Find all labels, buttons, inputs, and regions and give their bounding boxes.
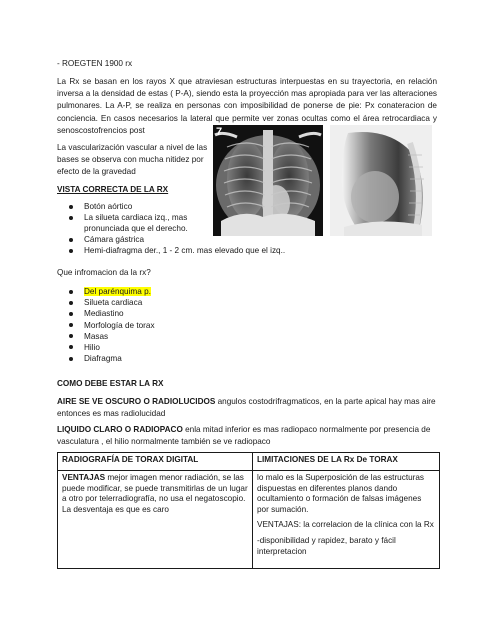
liquido-paragraph: [57, 424, 442, 448]
vascular-line-1: La vascularización vascular a nivel de las: [57, 143, 208, 152]
intro-paragraph: La Rx se basan en los rayos X que atraviesan estructuras interpuestas en su trayectoria, en relación inversa a la densidad de estas ( P-A), siendo esta la proyección mas apropiada para ver las alteraciones pulmonares. La A-P, se realiza en personas con imposibilidad de ponerse de pie: Px conateracion de conciencia. En casos necesarios la lateral que permite ver zonas ocultas como el área retrocardiaca y senoscostofrencios post: [57, 77, 437, 135]
bullet-icon: [69, 345, 73, 349]
doc-title: - ROEGTEN 1900 rx: [57, 59, 133, 68]
aire-bold-text: AIRE SE VE OSCURO O RADIOLUCIDOS: [57, 397, 216, 406]
liquido-text-line-2: vasculatura , el hilio normalmente también se ve radiopaco: [57, 437, 271, 446]
bullet-icon: [69, 238, 73, 242]
list-item: Hemi-diafragma der., 1 - 2 cm. mas elevado que el izq..: [57, 245, 357, 256]
aire-text-line-2: entonces es mas radiolucidad: [57, 409, 166, 418]
table-cell-limitaciones: lo malo es la Superposición de las estructuras dispuestas en diferentes planos dando ocultamiento o formación de falsas imágenes por sumación. VENTAJAS: la correlacion de la clínica con la Rx -disponibilidad y rapidez, barato y fácil interpretacion: [253, 471, 440, 569]
list-item: La silueta cardiaca izq., mas pronunciada que el derecho.: [57, 212, 357, 234]
figure-number: 7: [216, 126, 223, 138]
list-item: Del parénquima p.: [57, 286, 257, 297]
como-heading: COMO DEBE ESTAR LA RX: [57, 379, 164, 388]
question-text: Que infromacion da la rx?: [57, 268, 151, 277]
bullet-icon: [69, 249, 73, 253]
table-header-cell: RADIOGRAFÍA DE TORAX DIGITAL: [58, 453, 253, 471]
table-row: [58, 471, 440, 569]
aire-text: angulos costodrifragmaticos, en la parte apical hay mas aire: [215, 397, 436, 406]
vascular-line-2: bases se observa con mucha nitidez por: [57, 155, 204, 164]
info-list: [57, 286, 257, 364]
liquido-bold-text: LIQUIDO CLARO O RADIOPACO: [57, 425, 183, 434]
table-cell-digital: VENTAJAS mejor imagen menor radiación, se las puede modificar, se puede transmitirlas de un lugar a otro por telerradiografía, no usa el negatoscopio. La desventaja es que es caro: [58, 471, 253, 569]
list-item: Hilio: [57, 342, 257, 353]
bullet-icon: [69, 205, 73, 209]
ventajas-label: VENTAJAS: [62, 473, 106, 482]
list-item: Morfología de torax: [57, 320, 257, 331]
bullet-icon: [69, 301, 73, 305]
list-item: Mediastino: [57, 308, 257, 319]
liquido-text: enla mitad inferior es mas radiopaco normalmente por presencia de: [182, 425, 431, 434]
list-item: Masas: [57, 331, 257, 342]
aire-paragraph: [57, 396, 442, 420]
bullet-icon: [69, 357, 73, 361]
table-header-cell: LIMITACIONES DE LA Rx De TORAX: [253, 453, 440, 471]
vista-list: [57, 201, 357, 257]
list-item: Diafragma: [57, 353, 257, 364]
bullet-icon: [69, 334, 73, 338]
bullet-icon: [69, 312, 73, 316]
bullet-icon: [69, 216, 73, 220]
list-item: Silueta cardiaca: [57, 297, 257, 308]
vascular-paragraph: [57, 142, 217, 178]
comparison-table: [57, 452, 440, 569]
bullet-icon: [69, 290, 73, 294]
vista-heading: VISTA CORRECTA DE LA RX: [57, 185, 169, 194]
list-item: Botón aórtico: [57, 201, 357, 212]
vascular-line-3: efecto de la gravedad: [57, 167, 136, 176]
table-header-row: [58, 453, 440, 471]
bullet-icon: [69, 323, 73, 327]
list-item: Cámara gástrica: [57, 234, 357, 245]
